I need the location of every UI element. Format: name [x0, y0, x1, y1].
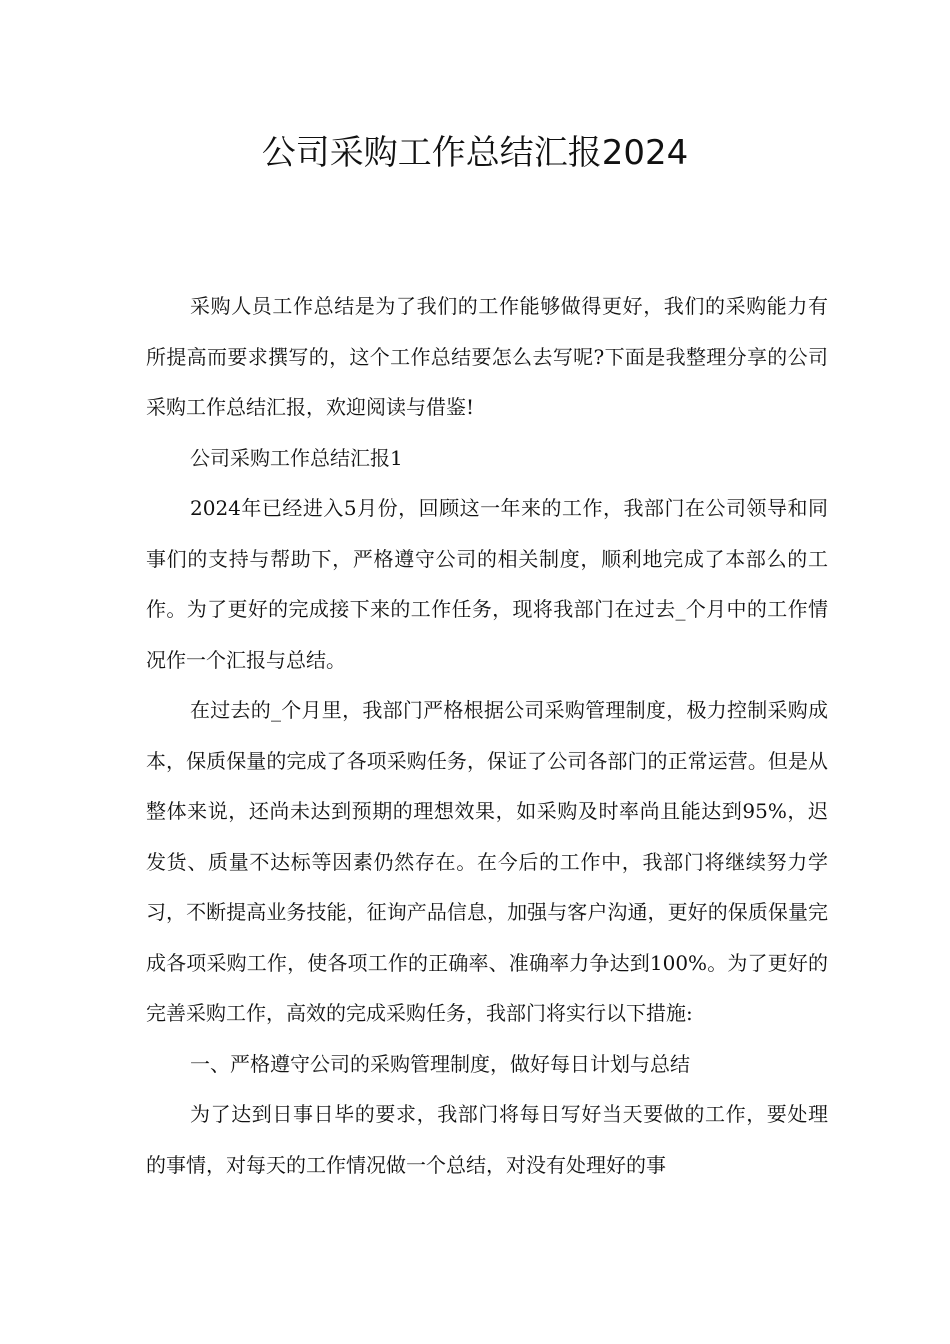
paragraph-past-months: 在过去的_个月里，我部门严格根据公司采购管理制度，极力控制采购成本，保质保量的完成了各项采购任务，保证了公司各部门的正常运营。但是从整体来说，还尚未达到预期的理想效果，如采购及时率尚且能达到95%，迟发货、质量不达标等因素仍然存在。在今后的工作中，我部门将继续努力学习，不断提高业务技能，征询产品信息，加强与客户沟通，更好的保质保量完成各项采购工作，使各项工作的正确率、准确率力争达到100%。为了更好的完善采购工作，高效的完成采购任务，我部门将实行以下措施:: [146, 698, 828, 1025]
paragraph-daily-plan: 为了达到日事日毕的要求，我部门将每日写好当天要做的工作，要处理的事情，对每天的工作情况做一个总结，对没有处理好的事: [146, 1102, 828, 1177]
document-body: [146, 281, 828, 1190]
section-heading-measure-1: 一、严格遵守公司的采购管理制度，做好每日计划与总结: [190, 1051, 690, 1076]
document-title: 公司采购工作总结汇报2024: [261, 133, 689, 173]
section-heading-report-1: 公司采购工作总结汇报1: [190, 445, 403, 470]
paragraph-review: 2024年已经进入5月份，回顾这一年来的工作，我部门在公司领导和同事们的支持与帮助下，严格遵守公司的相关制度，顺利地完成了本部么的工作。为了更好的完成接下来的工作任务，现将我部门在过去_个月中的工作情况作一个汇报与总结。: [146, 496, 828, 672]
intro-paragraph: 采购人员工作总结是为了我们的工作能够做得更好，我们的采购能力有所提高而要求撰写的，这个工作总结要怎么去写呢?下面是我整理分享的公司采购工作总结汇报，欢迎阅读与借鉴!: [146, 294, 828, 419]
